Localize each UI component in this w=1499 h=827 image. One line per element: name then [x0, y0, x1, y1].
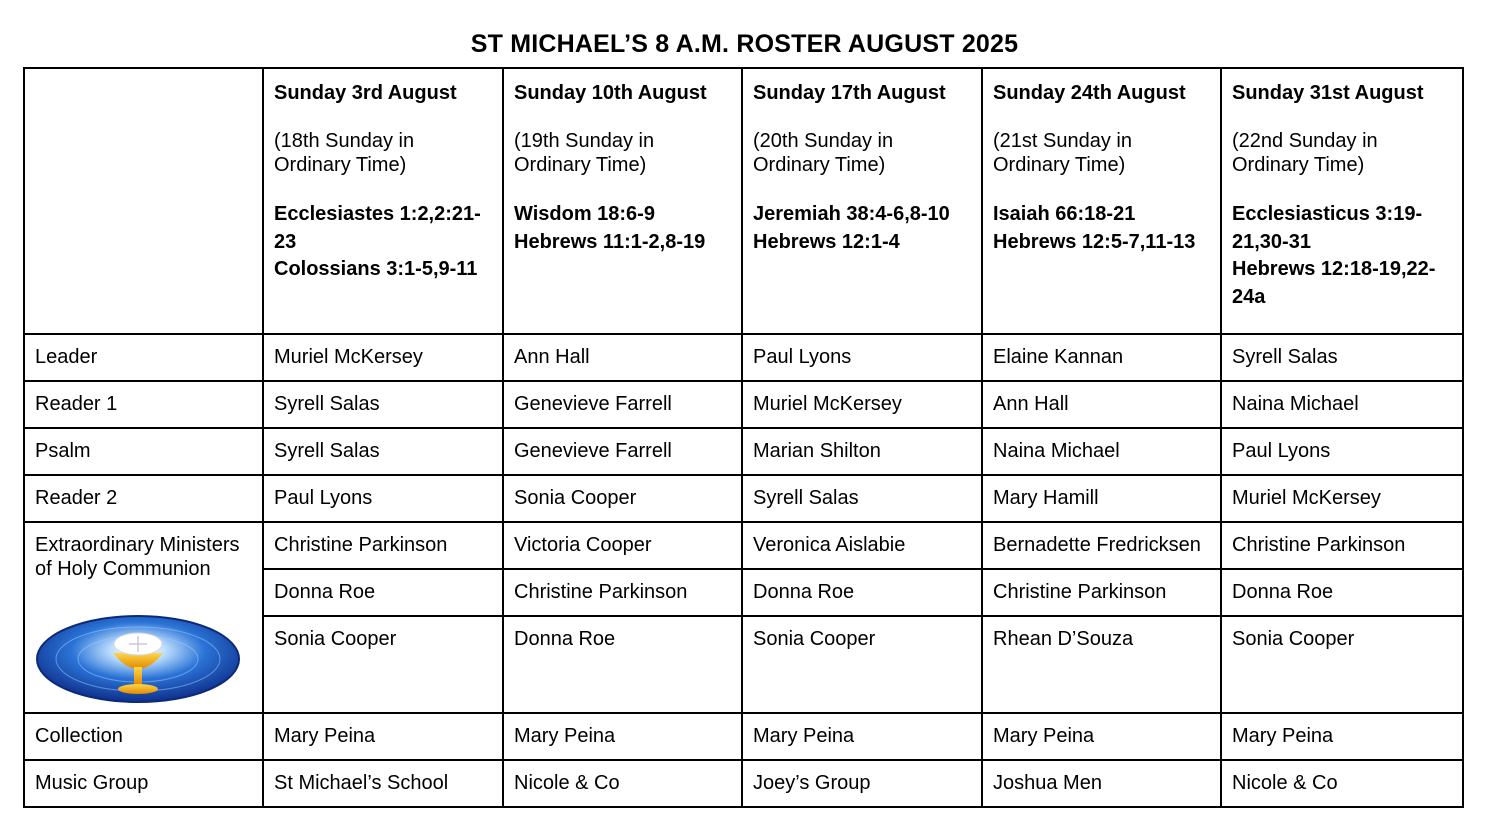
reading: Hebrews 12:18-19,22-24a	[1232, 258, 1436, 308]
column-header	[1221, 68, 1463, 334]
roster-cell: Mary Peina	[503, 713, 742, 760]
page-title: ST MICHAEL’S 8 A.M. ROSTER AUGUST 2025	[470, 30, 1019, 58]
roster-cell: Muriel McKersey	[263, 334, 503, 381]
sunday-date: Sunday 3rd August	[274, 82, 457, 104]
collection-row	[24, 713, 1463, 760]
roster-cell: Genevieve Farrell	[503, 381, 742, 428]
roster-cell: Muriel McKersey	[1221, 475, 1463, 522]
header-row	[24, 68, 1463, 334]
roster-cell: Donna Roe	[742, 569, 982, 616]
column-header	[263, 68, 503, 334]
roster-cell: Donna Roe	[263, 569, 503, 616]
roster-cell: Nicole & Co	[503, 760, 742, 807]
liturgical-occasion: (21st Sunday in Ordinary Time)	[993, 130, 1132, 176]
column-header	[982, 68, 1221, 334]
roster-cell: Ann Hall	[982, 381, 1221, 428]
roster-cell: Paul Lyons	[1221, 428, 1463, 475]
reading: Hebrews 12:1-4	[753, 230, 900, 253]
role-label: Extraordinary Ministers of Holy Communion	[35, 534, 240, 580]
psalm-row	[24, 428, 1463, 475]
roster-cell: Marian Shilton	[742, 428, 982, 475]
roster-cell: Veronica Aislabie	[742, 522, 982, 569]
ministers-label-cell	[24, 522, 263, 713]
roster-cell: Muriel McKersey	[742, 381, 982, 428]
roster-cell: Mary Hamill	[982, 475, 1221, 522]
column-header	[742, 68, 982, 334]
roster-cell: Bernadette Fredricksen	[982, 522, 1221, 569]
reading: Colossians 3:1-5,9-11	[274, 258, 478, 280]
roster-cell: Donna Roe	[503, 616, 742, 713]
roster-cell: Genevieve Farrell	[503, 428, 742, 475]
role-label: Psalm	[24, 428, 263, 475]
roster-cell: Paul Lyons	[263, 475, 503, 522]
role-label: Leader	[24, 334, 263, 381]
communion-chalice-host-icon	[36, 615, 240, 707]
roster-cell: Nicole & Co	[1221, 760, 1463, 807]
column-header	[503, 68, 742, 334]
sunday-date: Sunday 24th August	[993, 82, 1186, 104]
roster-cell: Syrell Salas	[1221, 334, 1463, 381]
roster-cell: Donna Roe	[1221, 569, 1463, 616]
roster-cell: Naina Michael	[982, 428, 1221, 475]
sunday-date: Sunday 17th August	[753, 82, 946, 104]
roster-cell: Paul Lyons	[742, 334, 982, 381]
liturgical-occasion: (22nd Sunday in Ordinary Time)	[1232, 130, 1378, 176]
roster-cell: Ann Hall	[503, 334, 742, 381]
music-group-row	[24, 760, 1463, 807]
leader-row	[24, 334, 1463, 381]
ministers-row	[24, 522, 1463, 569]
reading: Hebrews 11:1-2,8-19	[514, 230, 706, 253]
sunday-date: Sunday 31st August	[1232, 82, 1424, 104]
sunday-date: Sunday 10th August	[514, 82, 707, 104]
role-label: Reader 1	[24, 381, 263, 428]
liturgical-occasion: (19th Sunday in Ordinary Time)	[514, 130, 655, 176]
liturgical-occasion: (20th Sunday in Ordinary Time)	[753, 130, 894, 176]
roster-cell: Joshua Men	[982, 760, 1221, 807]
reader2-row	[24, 475, 1463, 522]
roster-table	[23, 67, 1464, 808]
roster-cell: Victoria Cooper	[503, 522, 742, 569]
roster-cell: Christine Parkinson	[982, 569, 1221, 616]
roster-cell: Sonia Cooper	[1221, 616, 1463, 713]
reading: Ecclesiasticus 3:19-21,30-31	[1232, 203, 1423, 253]
roster-cell: Elaine Kannan	[982, 334, 1221, 381]
roster-cell: Sonia Cooper	[742, 616, 982, 713]
role-label: Collection	[24, 713, 263, 760]
role-label: Music Group	[24, 760, 263, 807]
corner-cell	[24, 68, 263, 334]
reading: Isaiah 66:18-21	[993, 203, 1136, 225]
roster-cell: Syrell Salas	[263, 428, 503, 475]
reading: Ecclesiastes 1:2,2:21-23	[274, 203, 481, 253]
reading: Hebrews 12:5-7,11-13	[993, 230, 1196, 253]
roster-cell: Syrell Salas	[263, 381, 503, 428]
roster-cell: Christine Parkinson	[1221, 522, 1463, 569]
roster-cell: Sonia Cooper	[503, 475, 742, 522]
reading: Wisdom 18:6-9	[514, 203, 655, 225]
reader1-row	[24, 381, 1463, 428]
roster-cell: Syrell Salas	[742, 475, 982, 522]
roster-cell: St Michael’s School	[263, 760, 503, 807]
liturgical-occasion: (18th Sunday in Ordinary Time)	[274, 130, 415, 176]
roster-cell: Rhean D’Souza	[982, 616, 1221, 713]
roster-cell: Sonia Cooper	[263, 616, 503, 713]
roster-cell: Naina Michael	[1221, 381, 1463, 428]
roster-cell: Mary Peina	[742, 713, 982, 760]
role-label: Reader 2	[24, 475, 263, 522]
roster-cell: Mary Peina	[982, 713, 1221, 760]
roster-cell: Mary Peina	[1221, 713, 1463, 760]
reading: Jeremiah 38:4-6,8-10	[753, 203, 950, 225]
roster-cell: Mary Peina	[263, 713, 503, 760]
roster-cell: Joey’s Group	[742, 760, 982, 807]
roster-cell: Christine Parkinson	[503, 569, 742, 616]
roster-cell: Christine Parkinson	[263, 522, 503, 569]
